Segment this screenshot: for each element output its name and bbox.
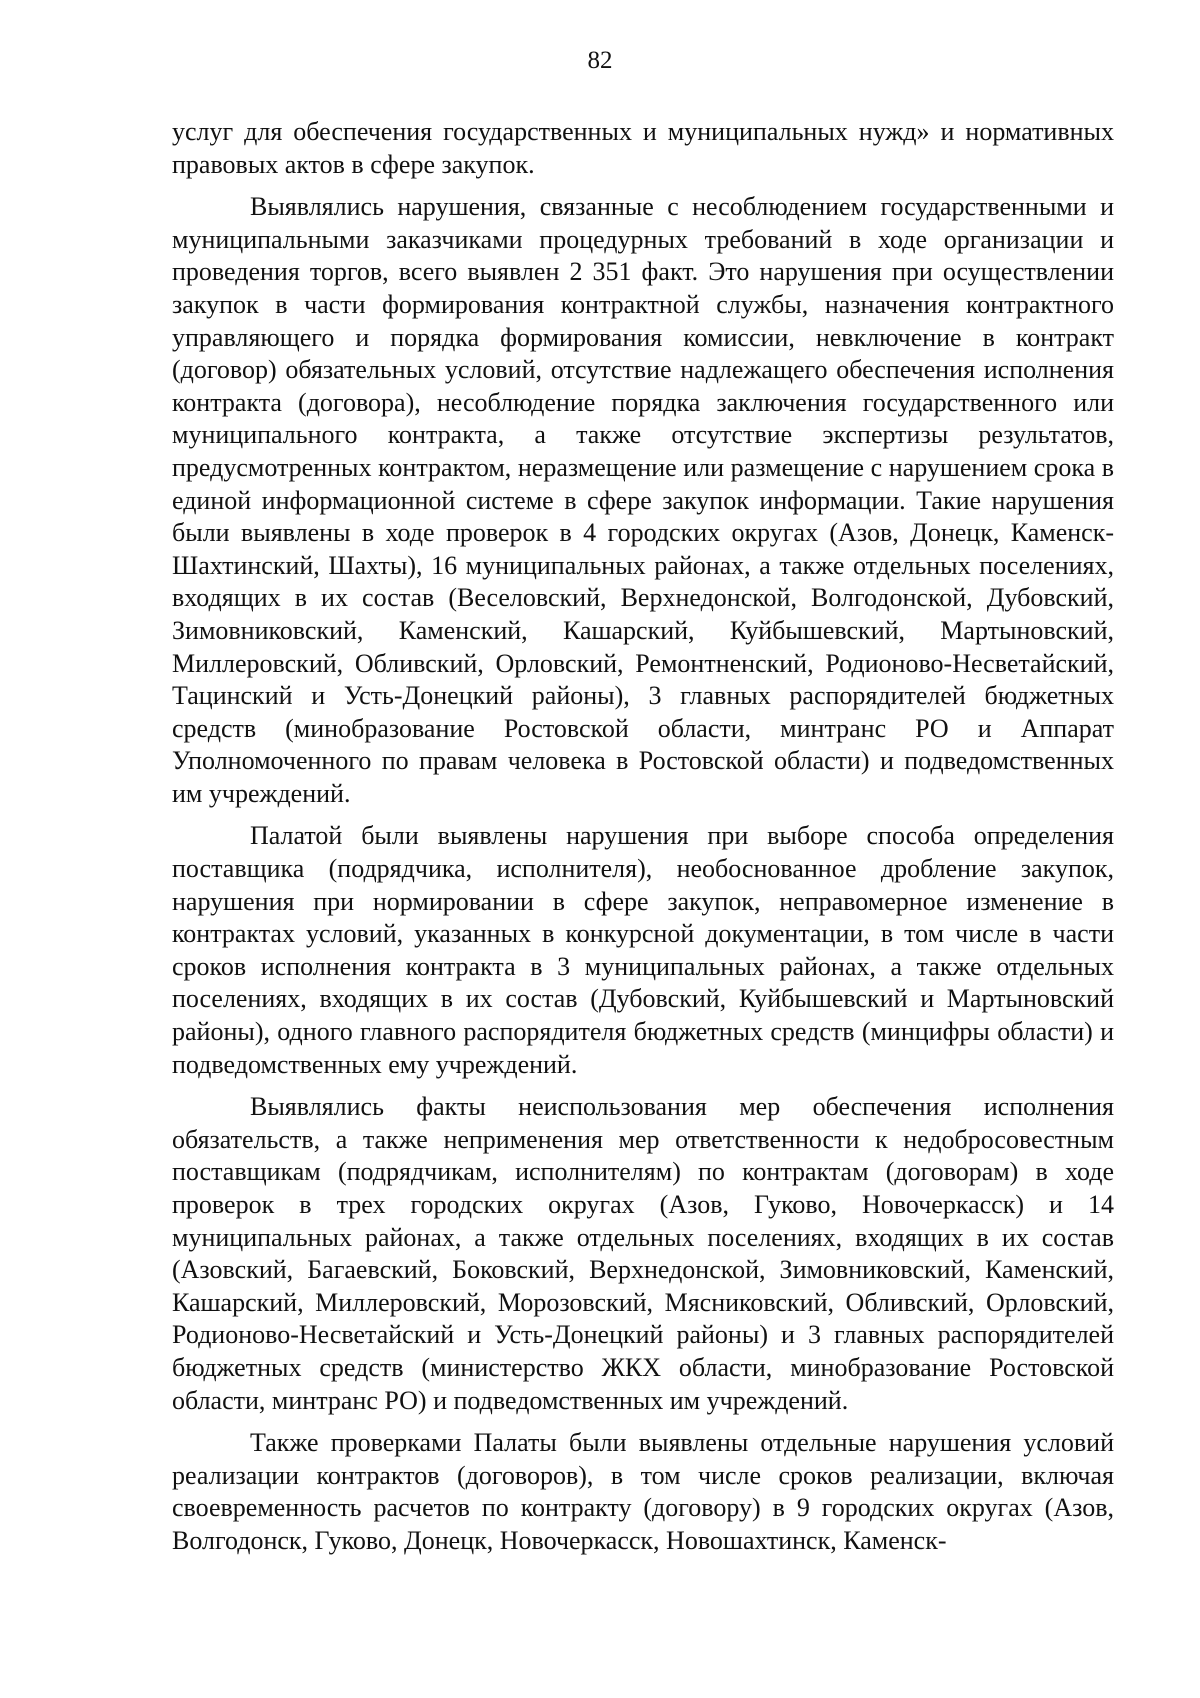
paragraph-continuation: услуг для обеспечения государственных и муниципальных нужд» и нормативных правовых актов в сфере закупок. bbox=[172, 117, 1114, 179]
page-number: 82 bbox=[587, 47, 613, 74]
paragraph-supplier-selection-violations: Палатой были выявлены нарушения при выборе способа определения поставщика (подрядчика, исполнителя), необоснованное дробление закупок, нарушения при нормировании в сфере закупок, неправомерное изменение в контрактах условий, указанных в конкурсной документации, в том числе в части сроков исполнения контракта в 3 муниципальных районах, а также отдельных поселениях, входящих в их состав (Дубовский, Куйбышевский и Мартыновский районы), одного главного распорядителя бюджетных средств (минцифры области) и подведомственных ему учреждений. bbox=[172, 821, 1114, 1079]
paragraph-obligation-enforcement: Выявлялись факты неиспользования мер обеспечения исполнения обязательств, а также неприменения мер ответственности к недобросовестным поставщикам (подрядчикам, исполнителям) по контрактам (договорам) в ходе проверок в трех городских округах (Азов, Гуково, Новочеркасск) и 14 муниципальных районах, а также отдельных поселениях, входящих в их состав (Азовский, Багаевский, Боковский, Верхнедонской, Зимовниковский, Каменский, Кашарский, Миллеровский, Морозовский, Мясниковский, Обливский, Орловский, Родионово-Несветайский и Усть-Донецкий районы) и 3 главных распорядителей бюджетных средств (министерство ЖКХ области, минобразование Ростовской области, минтранс РО) и подведомственных им учреждений. bbox=[172, 1092, 1114, 1415]
paragraph-procedural-violations: Выявлялись нарушения, связанные с несоблюдением государственными и муниципальными заказчиками процедурных требований в ходе организации и проведения торгов, всего выявлен 2 351 факт. Это нарушения при осуществлении закупок в части формирования контрактной службы, назначения контрактного управляющего и порядка формирования комиссии, невключение в контракт (договор) обязательных условий, отсутствие надлежащего обеспечения исполнения контракта (договора), несоблюдение порядка заключения государственного или муниципального контракта, а также отсутствие экспертизы результатов, предусмотренных контрактом, неразмещение или размещение с нарушением срока в единой информационной системе в сфере закупок информации. Такие нарушения были выявлены в ходе проверок в 4 городских округах (Азов, Донецк, Каменск-Шахтинский, Шахты), 16 муниципальных районах, а также отдельных поселениях, входящих в их состав (Веселовский, Верхнедонской, Волгодонской, Дубовский, Зимовниковский, Каменский, Кашарский, Куйбышевский, Мартыновский, Миллеровский, Обливский, Орловский, Ремонтненский, Родионово-Несветайский, Тацинский и Усть-Донецкий районы), 3 главных распорядителей бюджетных средств (минобразование Ростовской области, минтранс РО и Аппарат Уполномоченного по правам человека в Ростовской области) и подведомственных им учреждений. bbox=[172, 192, 1114, 808]
document-body bbox=[172, 116, 1114, 1558]
paragraph-contract-terms-violations: Также проверками Палаты были выявлены отдельные нарушения условий реализации контрактов (договоров), в том числе сроков реализации, включая своевременность расчетов по контракту (договору) в 9 городских округах (Азов, Волгодонск, Гуково, Донецк, Новочеркасск, Новошахтинск, Каменск- bbox=[172, 1428, 1114, 1555]
